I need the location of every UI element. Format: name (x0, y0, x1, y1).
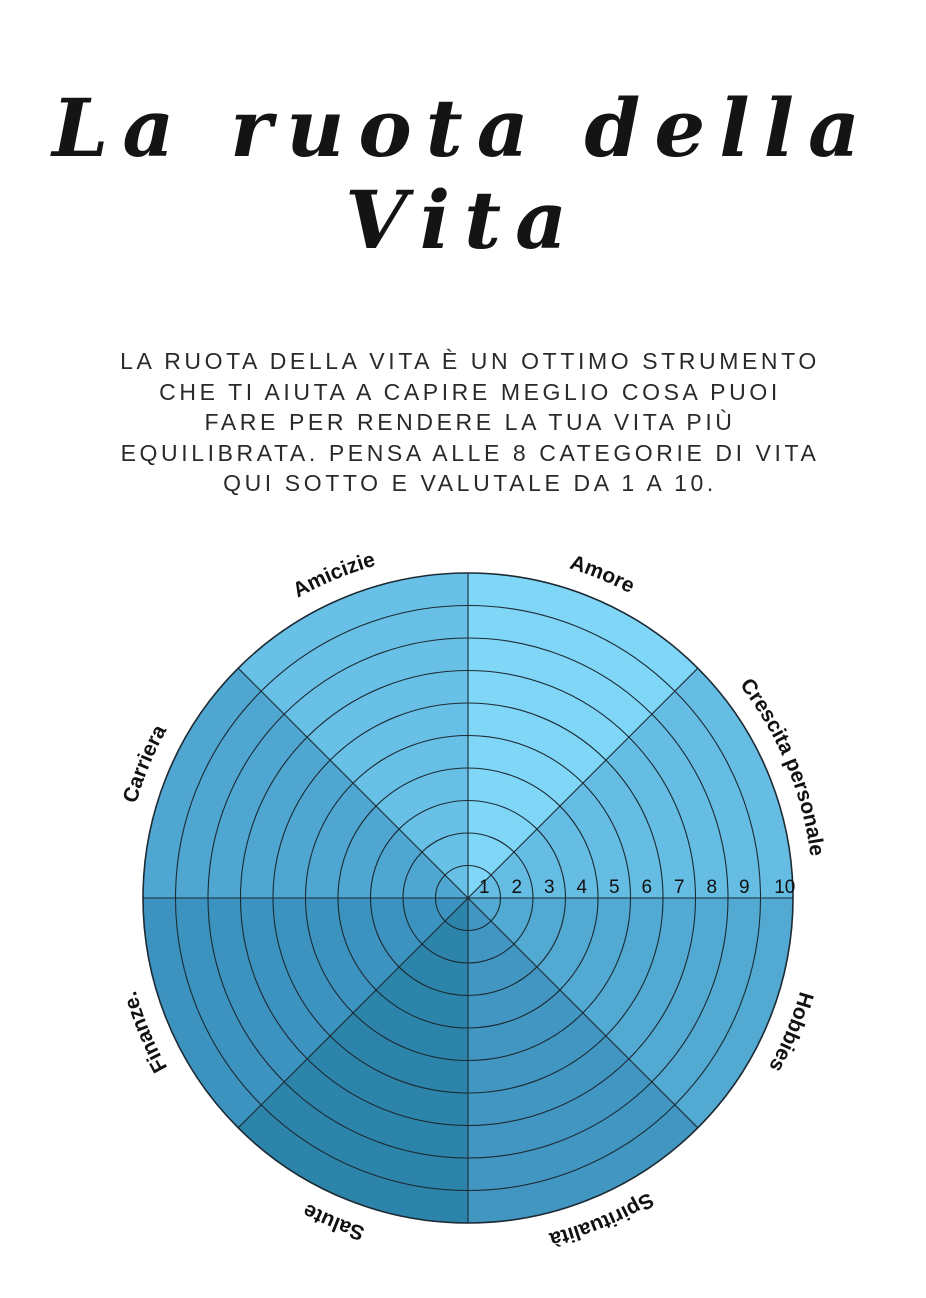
scale-label-2: 2 (511, 877, 523, 898)
scale-label-10: 10 (774, 877, 796, 898)
scale-label-3: 3 (544, 877, 555, 898)
scale-label-1: 1 (479, 877, 490, 898)
category-label-1: Amore (567, 550, 639, 598)
scale-label-6: 6 (641, 877, 653, 898)
scale-label-8: 8 (706, 877, 718, 898)
category-label-2: Crescita personale (735, 674, 829, 858)
scale-label-7: 7 (674, 877, 685, 898)
intro-text: LA RUOTA DELLA VITA È UN OTTIMO STRUMENTO CHE TI AIUTA A CAPIRE MEGLIO COSA PUOI FARE PER RENDERE LA TUA VITA PIÙ EQUILIBRATA. PENSA ALLE 8 CATEGORIE DI VITA QUI SOTTO E VALUTALE DA 1 A 10. (120, 348, 820, 496)
category-label-8: Amicizie (289, 548, 378, 603)
scale-label-5: 5 (609, 877, 620, 898)
scale-label-4: 4 (576, 877, 588, 898)
category-label-5: Salute (299, 1198, 368, 1245)
page-title-line-2: Vita (345, 173, 581, 267)
page-title-line-1: La ruota della (52, 81, 874, 175)
category-label-3: Hobbies (764, 989, 818, 1076)
life-wheel (0, 530, 926, 1290)
category-label-6: Finanze. (118, 988, 173, 1077)
category-label-4: Spiritualità (547, 1187, 658, 1251)
category-label-7: Carriera (118, 721, 172, 806)
scale-label-9: 9 (739, 877, 750, 898)
